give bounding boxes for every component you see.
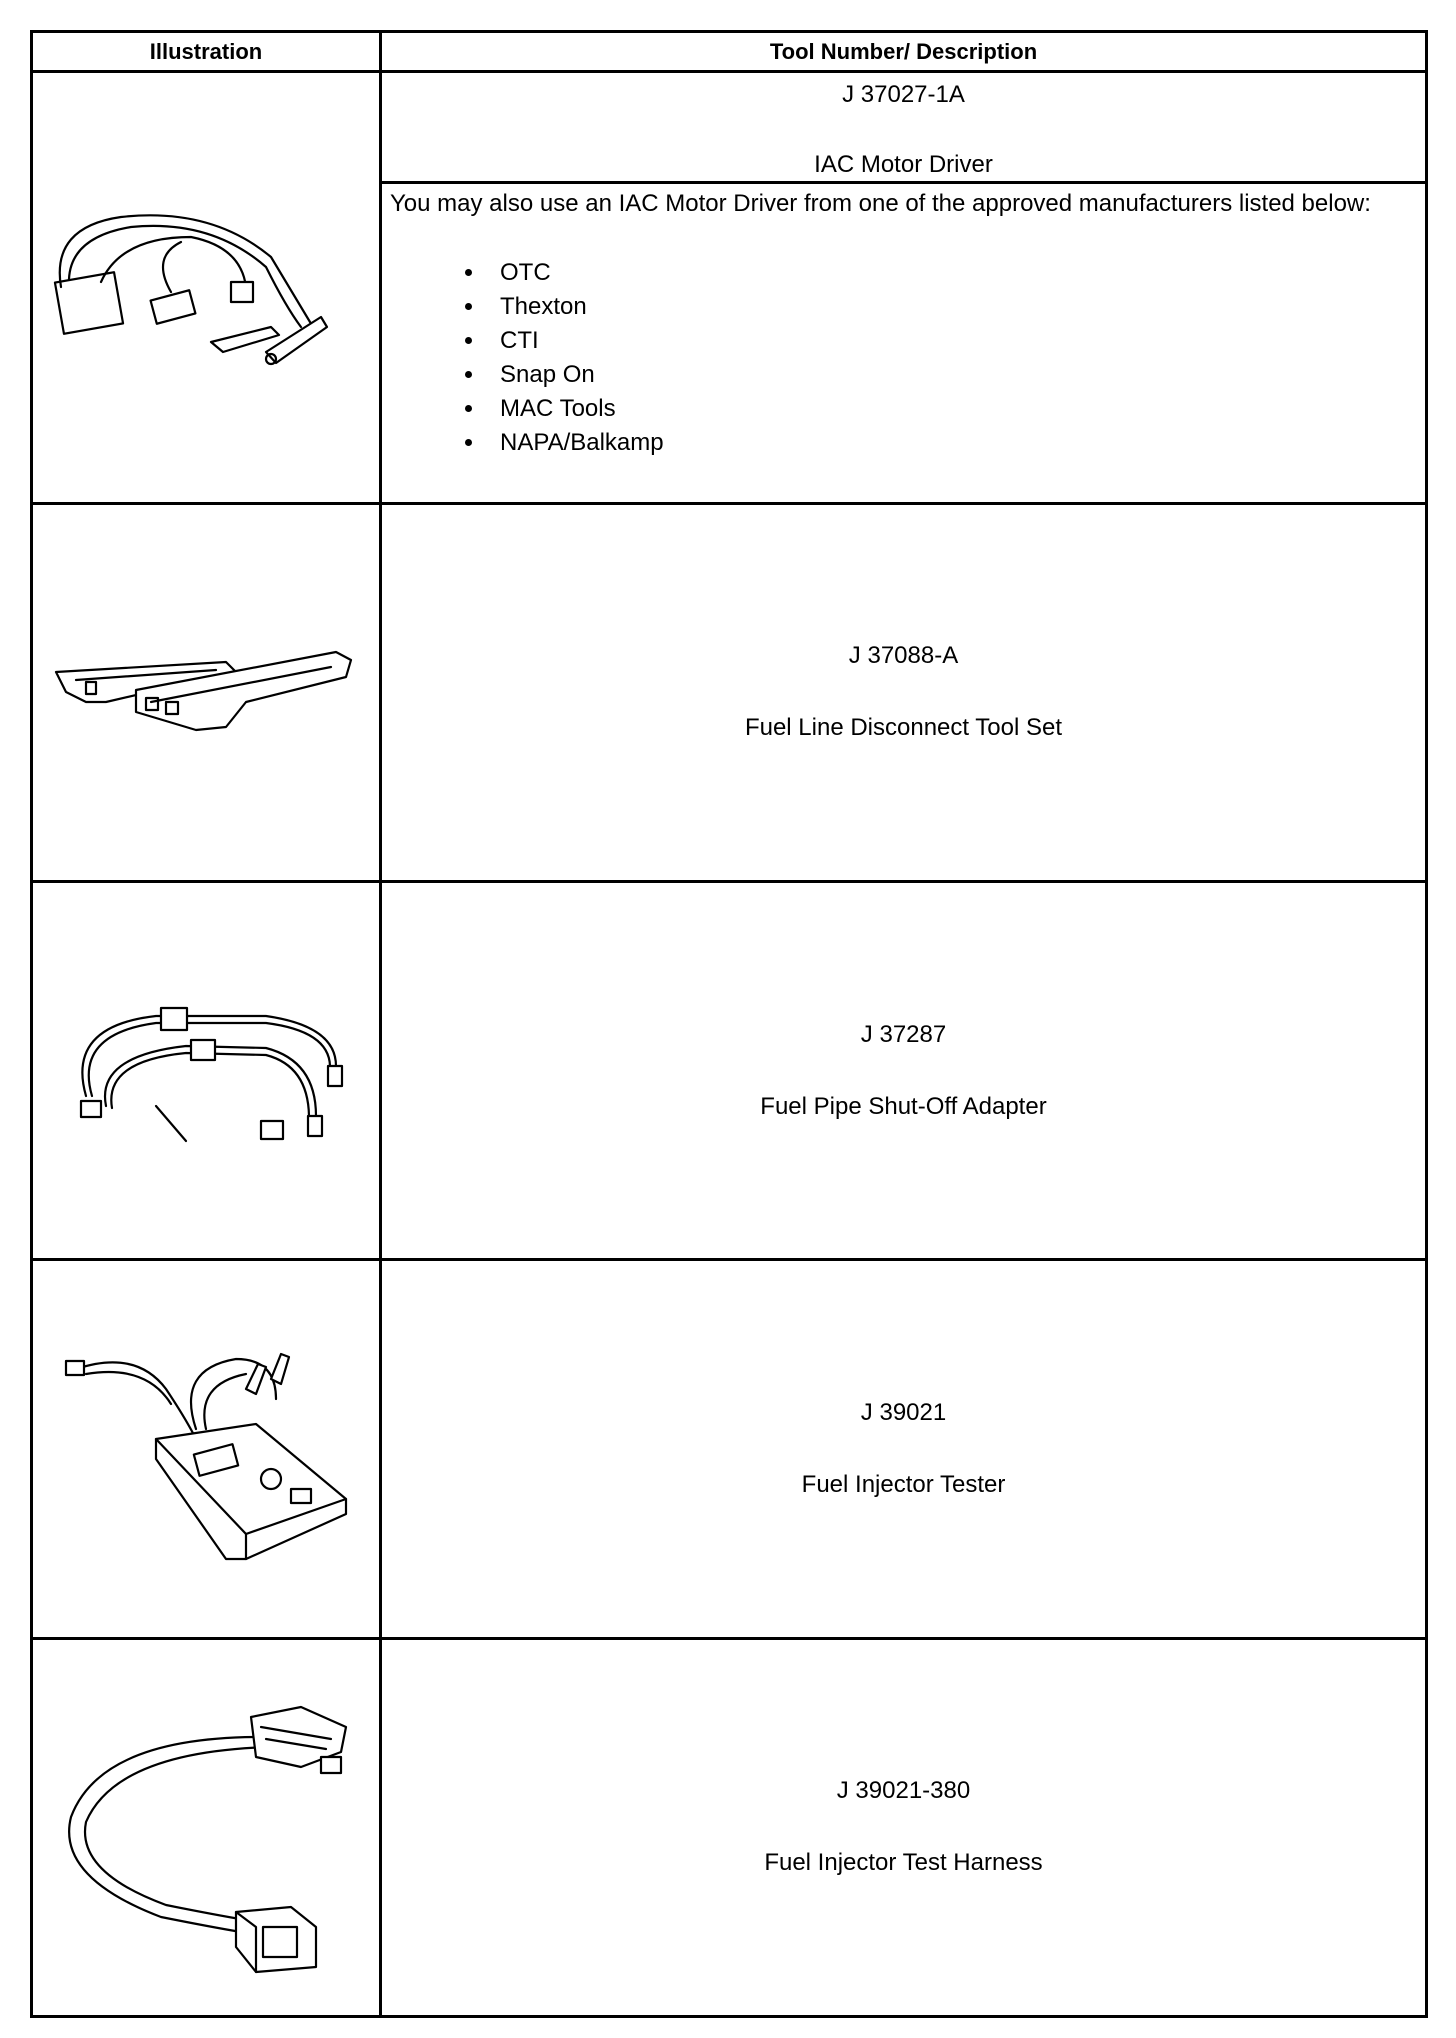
tool-name: Fuel Injector Test Harness (764, 1849, 1043, 1877)
fuel-pipe-adapter-icon (46, 986, 366, 1156)
illustration-cell (32, 881, 381, 1259)
tool-info-cell (381, 503, 1427, 881)
illustration-cell (32, 503, 381, 881)
iac-motor-driver-icon (41, 167, 371, 407)
tool-number: J 37088-A (848, 642, 959, 670)
tool-name: IAC Motor Driver (814, 151, 993, 179)
list-item: • CTI (486, 324, 1417, 358)
manufacturer-note: You may also use an IAC Motor Driver from one of the approved manufacturers listed below: (390, 189, 1371, 217)
tool-number: J 39021 (860, 1398, 947, 1426)
tool-description-header: Tool Number/ Description (381, 32, 1427, 72)
list-item: • Snap On (486, 358, 1417, 392)
list-item: • MAC Tools (486, 392, 1417, 426)
tool-info-cell (381, 881, 1427, 1259)
illustration-cell (32, 1260, 381, 1638)
tool-info-cell (381, 1638, 1427, 2016)
list-item: • OTC (486, 256, 1417, 290)
list-item: • NAPA/Balkamp (486, 426, 1417, 460)
fuel-line-disconnect-tool-icon (46, 632, 366, 752)
list-item: • Thexton (486, 290, 1417, 324)
fuel-injector-harness-icon (41, 1677, 371, 1977)
special-tools-table (30, 30, 1428, 2018)
table-row (32, 1260, 1427, 1638)
illustration-cell (32, 1638, 381, 2016)
tool-name: Fuel Pipe Shut-Off Adapter (760, 1092, 1047, 1120)
tool-number: J 39021-380 (836, 1777, 971, 1805)
tool-name: Fuel Line Disconnect Tool Set (744, 714, 1063, 742)
tool-info-cell (381, 1260, 1427, 1638)
manufacturer-list (390, 256, 1417, 460)
manufacturer-note-cell (381, 182, 1427, 503)
fuel-injector-tester-icon (46, 1329, 366, 1569)
illustration-header: Illustration (32, 32, 381, 72)
tool-number: J 37287 (860, 1020, 947, 1048)
tool-name: Fuel Injector Tester (801, 1470, 1006, 1498)
table-row (32, 881, 1427, 1259)
tool-number: J 37027-1A (842, 81, 965, 109)
illustration-cell (32, 72, 381, 504)
table-row (32, 72, 1427, 182)
tool-info-cell (381, 72, 1427, 182)
table-row (32, 503, 1427, 881)
table-row (32, 1638, 1427, 2016)
table-header-row (32, 32, 1427, 72)
